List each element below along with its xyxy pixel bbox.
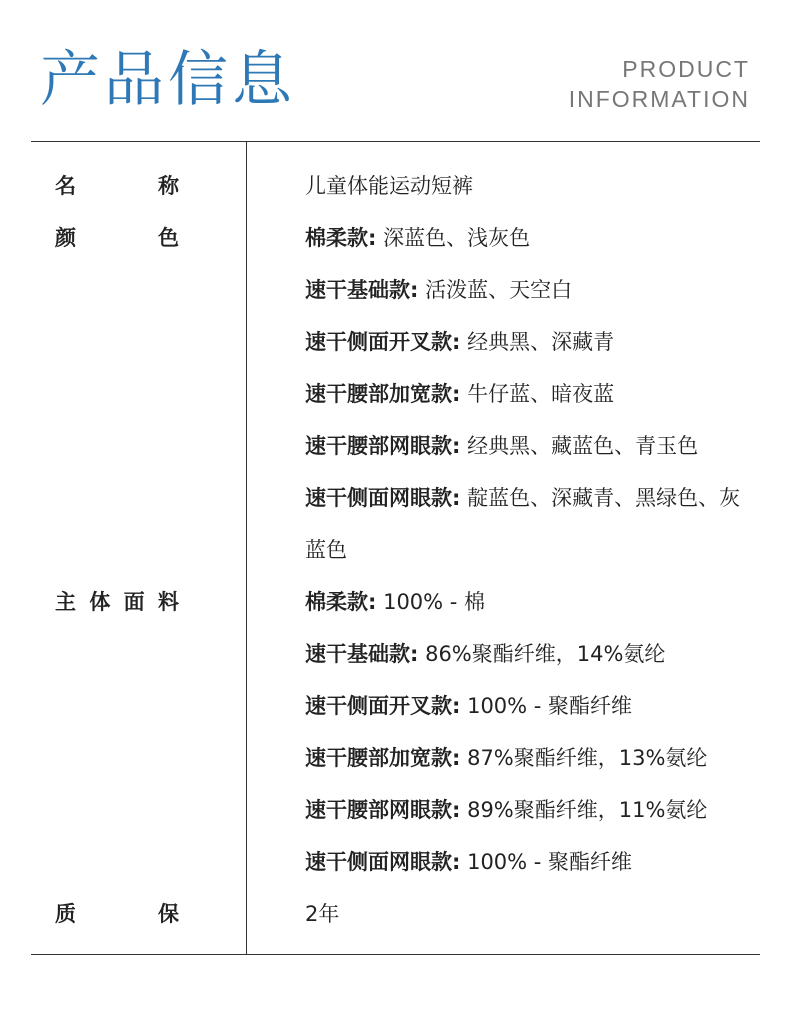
- color-options: 经典黑、藏蓝色、青玉色: [460, 434, 699, 458]
- material-row: [0, 576, 790, 628]
- color-row: [0, 264, 790, 316]
- material-label-char: 料: [157, 590, 179, 614]
- material-line: [305, 732, 775, 784]
- material-composition: 86%聚酯纤维，14%氨纶: [418, 642, 666, 666]
- material-row: [0, 784, 790, 836]
- name-row: [0, 160, 790, 212]
- material-composition: 87%聚酯纤维，13%氨纶: [460, 746, 708, 770]
- color-row: [0, 420, 790, 472]
- subtitle-line-1: PRODUCT: [622, 56, 750, 82]
- color-line: [305, 472, 775, 524]
- color-row: [0, 368, 790, 420]
- page-title: 产品信息: [40, 45, 296, 115]
- material-line: [305, 784, 775, 836]
- material-label-char: 主: [55, 590, 76, 614]
- color-variant: 速干腰部网眼款:: [305, 434, 461, 458]
- name-label-char: 名: [55, 174, 76, 198]
- color-options: 活泼蓝、天空白: [418, 278, 573, 302]
- color-line: [305, 316, 775, 368]
- material-composition: 100% - 聚酯纤维: [460, 850, 633, 874]
- material-variant: 速干腰部加宽款:: [305, 746, 461, 770]
- material-composition: 100% - 棉: [376, 590, 486, 614]
- color-variant: 棉柔款:: [305, 226, 377, 250]
- color-row: [0, 316, 790, 368]
- color-options: 深蓝色、浅灰色: [376, 226, 531, 250]
- color-row: [0, 524, 790, 576]
- color-line: [305, 524, 775, 576]
- warranty-label-char: 保: [158, 902, 179, 926]
- material-composition: 89%聚酯纤维，11%氨纶: [460, 798, 708, 822]
- subtitle-line-2: INFORMATION: [568, 86, 750, 112]
- material-row: [0, 732, 790, 784]
- material-label-char: 面: [123, 590, 145, 614]
- color-options: 蓝色: [305, 538, 347, 562]
- material-line: [305, 680, 775, 732]
- color-label-char: 色: [158, 226, 179, 250]
- color-line: [305, 264, 775, 316]
- page-subtitle: [569, 54, 750, 114]
- material-variant: 速干腰部网眼款:: [305, 798, 461, 822]
- material-line: [305, 836, 775, 888]
- material-variant: 速干基础款:: [305, 642, 419, 666]
- color-line: [305, 368, 775, 420]
- color-variant: 速干基础款:: [305, 278, 419, 302]
- color-label-char: 颜: [55, 226, 76, 250]
- material-label: [55, 576, 179, 628]
- material-row: [0, 628, 790, 680]
- color-label: [55, 212, 179, 264]
- color-variant: 速干侧面开叉款:: [305, 330, 461, 354]
- color-row: [0, 212, 790, 264]
- material-line: [305, 628, 775, 680]
- name-label-char: 称: [158, 174, 179, 198]
- bottom-rule: [31, 954, 760, 955]
- material-label-char: 体: [89, 590, 111, 614]
- material-row: [0, 836, 790, 888]
- name-value: 儿童体能运动短裤: [305, 174, 473, 198]
- color-options: 牛仔蓝、暗夜蓝: [460, 382, 615, 406]
- name-label: [55, 160, 179, 212]
- color-line: [305, 212, 775, 264]
- color-row: [0, 472, 790, 524]
- material-row: [0, 680, 790, 732]
- material-variant: 棉柔款:: [305, 590, 377, 614]
- material-variant: 速干侧面网眼款:: [305, 850, 461, 874]
- warranty-value: 2年: [305, 902, 340, 926]
- material-composition: 100% - 聚酯纤维: [460, 694, 633, 718]
- warranty-label-char: 质: [55, 902, 76, 926]
- color-options: 经典黑、深藏青: [460, 330, 615, 354]
- top-rule: [31, 141, 760, 142]
- color-variant: 速干侧面网眼款:: [305, 486, 461, 510]
- material-line: [305, 576, 775, 628]
- material-variant: 速干侧面开叉款:: [305, 694, 461, 718]
- color-variant: 速干腰部加宽款:: [305, 382, 461, 406]
- warranty-label: [55, 888, 179, 940]
- warranty-row: [0, 888, 790, 940]
- color-options: 靛蓝色、深藏青、黑绿色、灰: [460, 486, 741, 510]
- color-line: [305, 420, 775, 472]
